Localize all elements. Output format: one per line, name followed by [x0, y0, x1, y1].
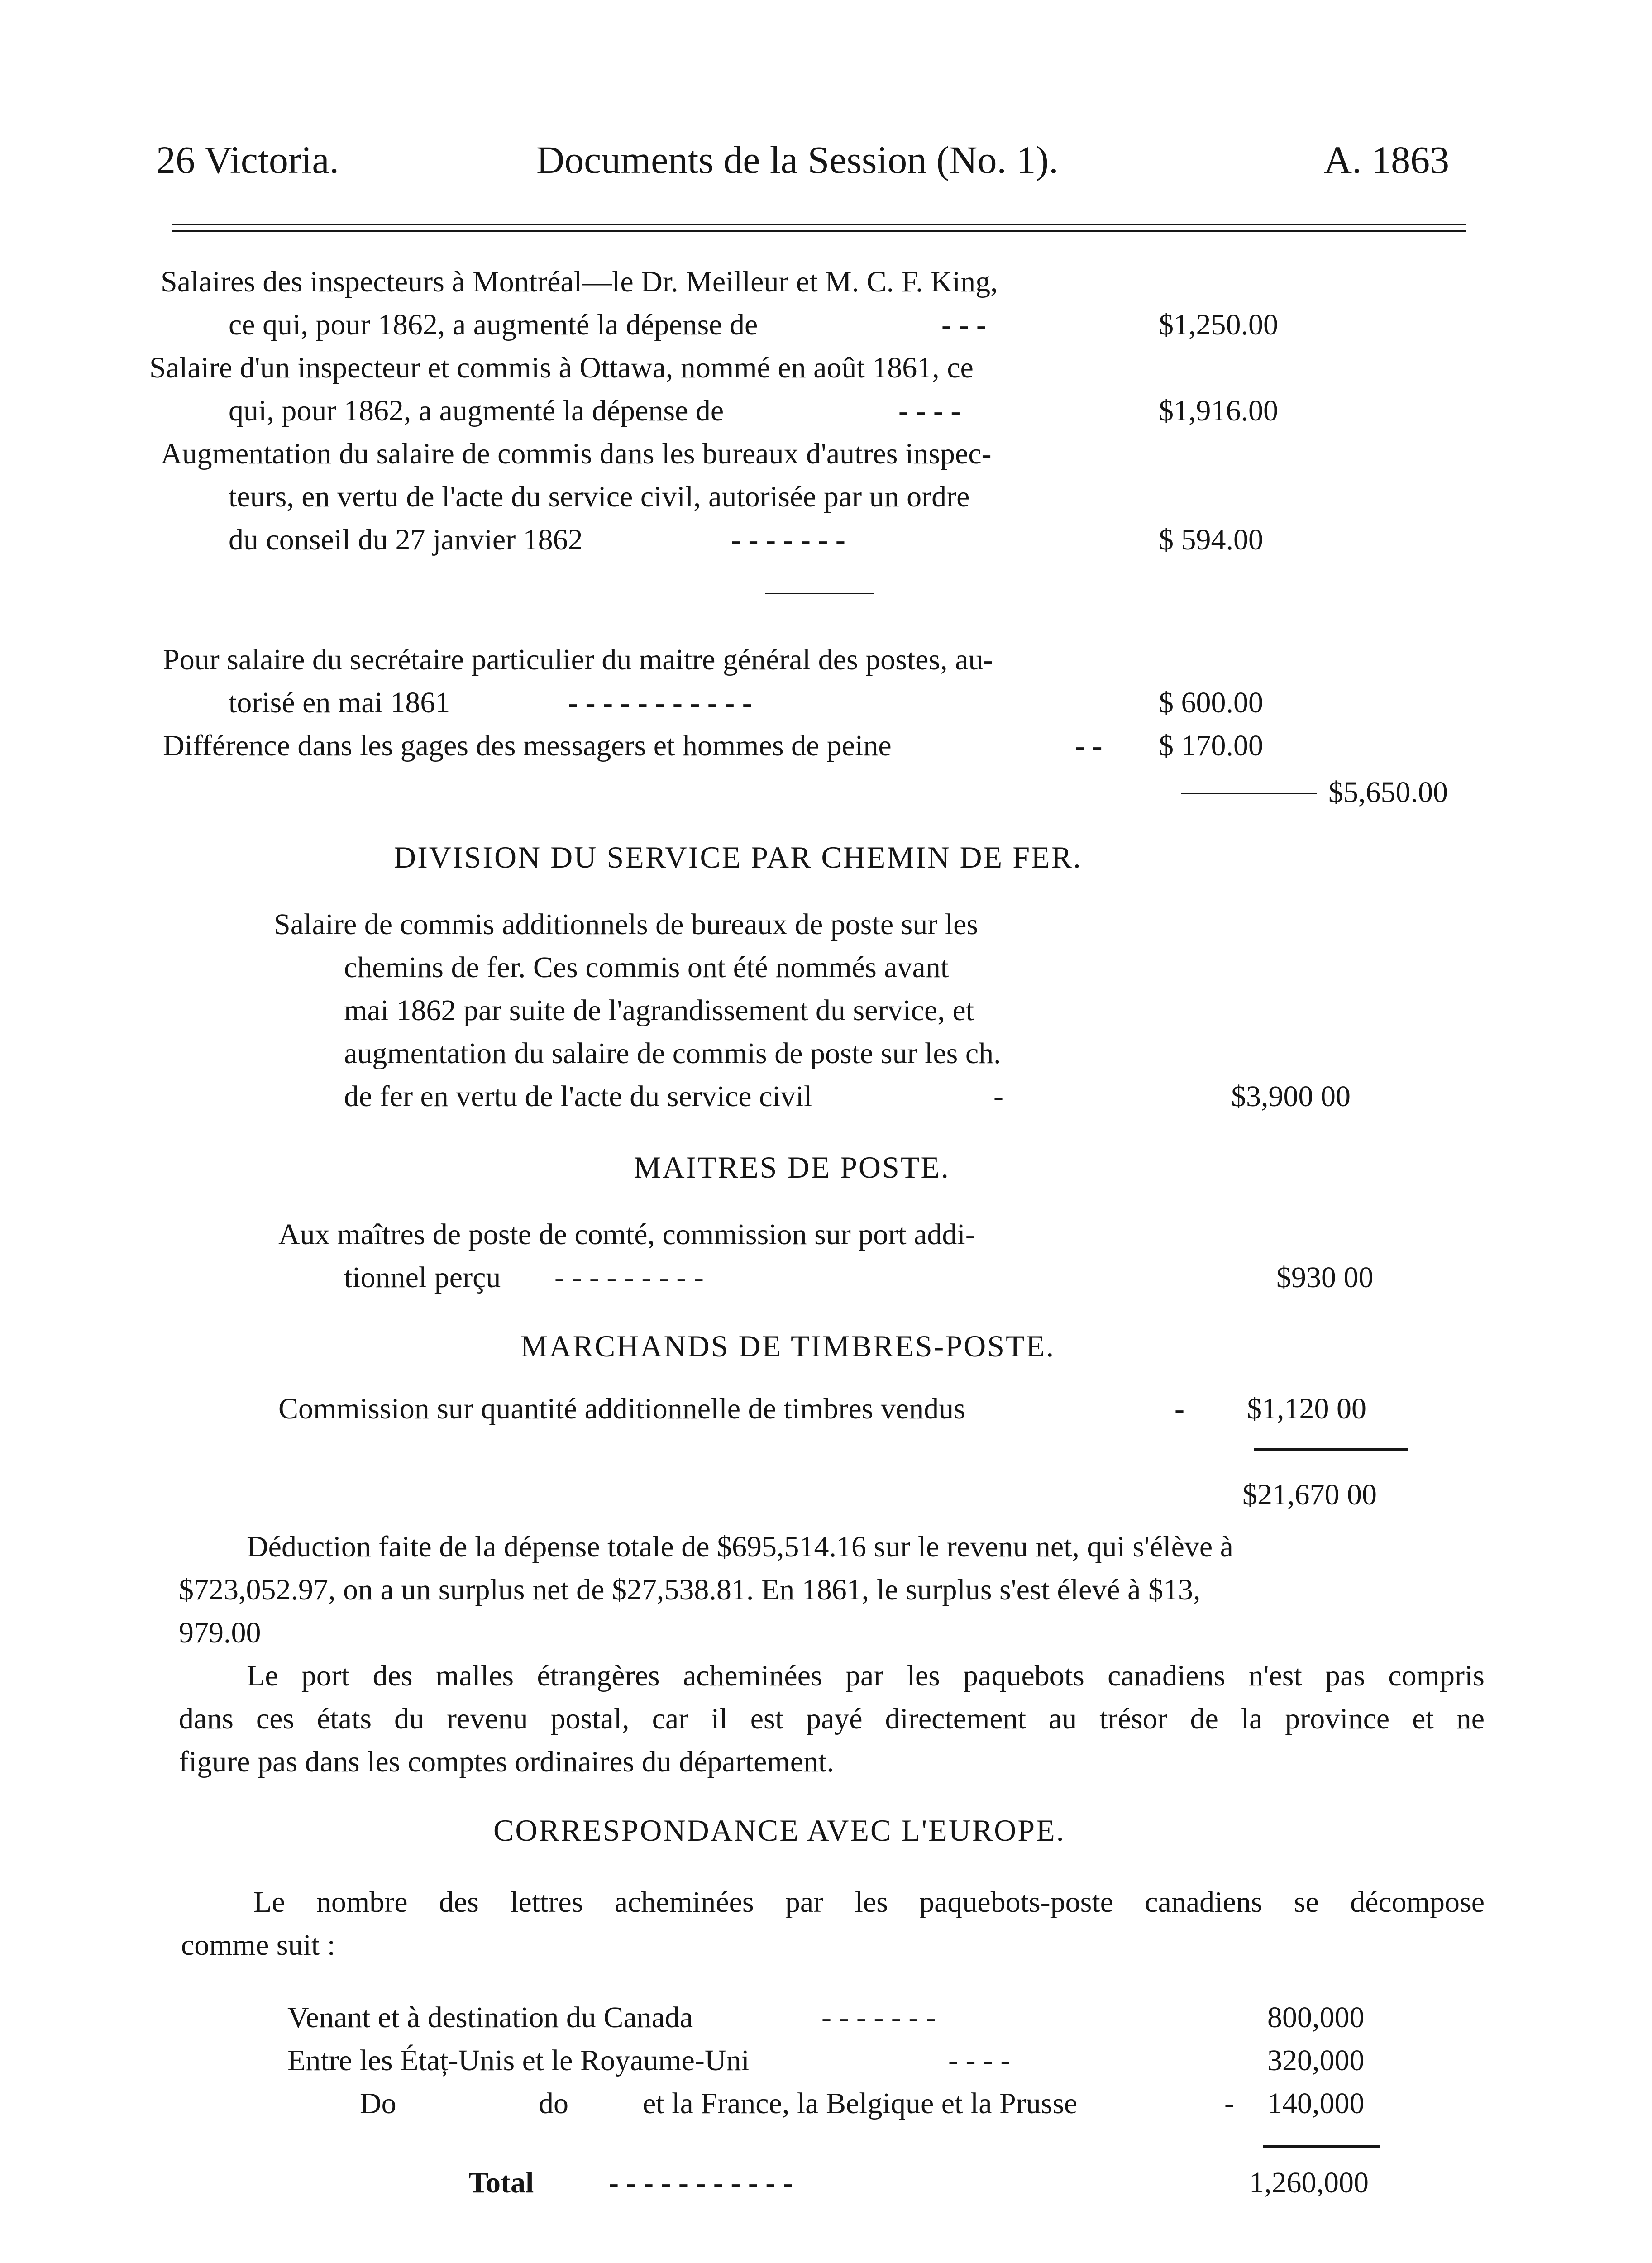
europe-intro-line: comme suit : [181, 1929, 335, 1962]
salary-amount: $ 600.00 [1159, 686, 1263, 719]
total-value: 1,260,000 [1249, 2166, 1369, 2199]
paragraph-line: 979.00 [179, 1616, 261, 1649]
salary-line: torisé en mai 1861 [229, 686, 450, 719]
salary-amount: $ 170.00 [1159, 729, 1263, 762]
railway-amount: $3,900 00 [1231, 1080, 1351, 1113]
salary-line: qui, pour 1862, a augmenté la dépense de [229, 394, 724, 427]
grand-total-rule [1254, 1448, 1408, 1451]
salary-amount: $ 594.00 [1159, 523, 1263, 556]
section-divider [765, 593, 874, 594]
stamps-amount: $1,120 00 [1247, 1392, 1366, 1425]
salary-amount: $1,916.00 [1159, 394, 1278, 427]
dot-leader: - [1224, 2087, 1234, 2120]
dot-leader: - - - - - - - [821, 2001, 936, 2034]
railway-line: augmentation du salaire de commis de poste sur les ch. [344, 1037, 1001, 1070]
salary-line: teurs, en vertu de l'acte du service civil, autorisée par un ordre [229, 480, 970, 513]
dot-leader: - - - - - - - - - [554, 1261, 704, 1294]
header-rule-bottom [172, 230, 1466, 232]
dot-leader: - [993, 1080, 1003, 1113]
railway-line: de fer en vertu de l'acte du service civil [344, 1080, 812, 1113]
paragraph-line: dans ces états du revenu postal, car il est payé directement au trésor de la province et ne [179, 1702, 1485, 1735]
row-label: Venant et à destination du Canada [287, 2001, 693, 2034]
postmasters-amount: $930 00 [1276, 1261, 1374, 1294]
dot-leader: - - - - [898, 394, 961, 427]
europe-intro-line: Le nombre des lettres acheminées par les paquebots-poste canadiens se décompose [253, 1886, 1485, 1919]
salary-line: Pour salaire du secrétaire particulier du maitre général des postes, au- [163, 643, 993, 676]
row-ditto: Do [360, 2087, 396, 2120]
section-title-railway: DIVISION DU SERVICE PAR CHEMIN DE FER. [394, 840, 1082, 874]
header-rule-top [172, 224, 1466, 225]
salary-amount: $1,250.00 [1159, 308, 1278, 341]
total-label: Total [468, 2166, 534, 2199]
row-value: 800,000 [1267, 2001, 1365, 2034]
grand-total: $21,670 00 [1242, 1478, 1377, 1511]
railway-line: Salaire de commis additionnels de bureaux de poste sur les [274, 908, 979, 941]
dot-leader: - - [1075, 729, 1103, 762]
header-volume: 26 Victoria. [156, 138, 339, 181]
salary-line: Salaires des inspecteurs à Montréal—le Dr. Meilleur et M. C. F. King, [161, 265, 998, 298]
total-rule [1181, 793, 1317, 794]
dot-leader: - - - - [948, 2044, 1011, 2077]
salary-line: Salaire d'un inspecteur et commis à Ottawa, nommé en août 1861, ce [149, 351, 974, 384]
salary-line: Différence dans les gages des messagers et hommes de peine [163, 729, 892, 762]
header-title: Documents de la Session (No. 1). [536, 138, 1059, 181]
salary-line: Augmentation du salaire de commis dans les bureaux d'autres inspec- [161, 437, 992, 470]
europe-total-rule [1263, 2145, 1380, 2148]
postmasters-line: Aux maîtres de poste de comté, commission sur port addi- [278, 1218, 975, 1251]
header-year: A. 1863 [1324, 138, 1450, 181]
salaries-total: $5,650.00 [1328, 776, 1448, 809]
paragraph-line: Le port des malles étrangères acheminées par les paquebots canadiens n'est pas compris [247, 1659, 1485, 1692]
postmasters-line: tionnel perçu [344, 1261, 501, 1294]
row-value: 140,000 [1267, 2087, 1365, 2120]
dot-leader: - [1175, 1392, 1184, 1425]
paragraph-line: figure pas dans les comptes ordinaires du département. [179, 1745, 834, 1778]
dot-leader: - - - - - - - - - - - [568, 686, 752, 719]
row-label: Entre les Étaț-Unis et le Royaume-Uni [287, 2044, 750, 2077]
dot-leader: - - - [941, 308, 986, 341]
paragraph-line: Déduction faite de la dépense totale de $695,514.16 sur le revenu net, qui s'élève à [247, 1530, 1233, 1563]
paragraph-line: $723,052.97, on a un surplus net de $27,538.81. En 1861, le surplus s'est élevé à $13, [179, 1573, 1201, 1606]
stamps-line: Commission sur quantité additionnelle de timbres vendus [278, 1392, 965, 1425]
salary-line: ce qui, pour 1862, a augmenté la dépense de [229, 308, 758, 341]
dot-leader: - - - - - - - [731, 523, 845, 556]
salary-line: du conseil du 27 janvier 1862 [229, 523, 583, 556]
railway-line: mai 1862 par suite de l'agrandissement du service, et [344, 994, 974, 1027]
section-title-europe: CORRESPONDANCE AVEC L'EUROPE. [493, 1813, 1065, 1848]
section-title-stamps: MARCHANDS DE TIMBRES-POSTE. [520, 1329, 1055, 1363]
section-title-postmasters: MAITRES DE POSTE. [634, 1150, 950, 1184]
railway-line: chemins de fer. Ces commis ont été nommés avant [344, 951, 949, 984]
row-ditto: do [539, 2087, 568, 2120]
row-label: et la France, la Belgique et la Prusse [643, 2087, 1078, 2120]
dot-leader: - - - - - - - - - - - [609, 2166, 793, 2199]
row-value: 320,000 [1267, 2044, 1365, 2077]
